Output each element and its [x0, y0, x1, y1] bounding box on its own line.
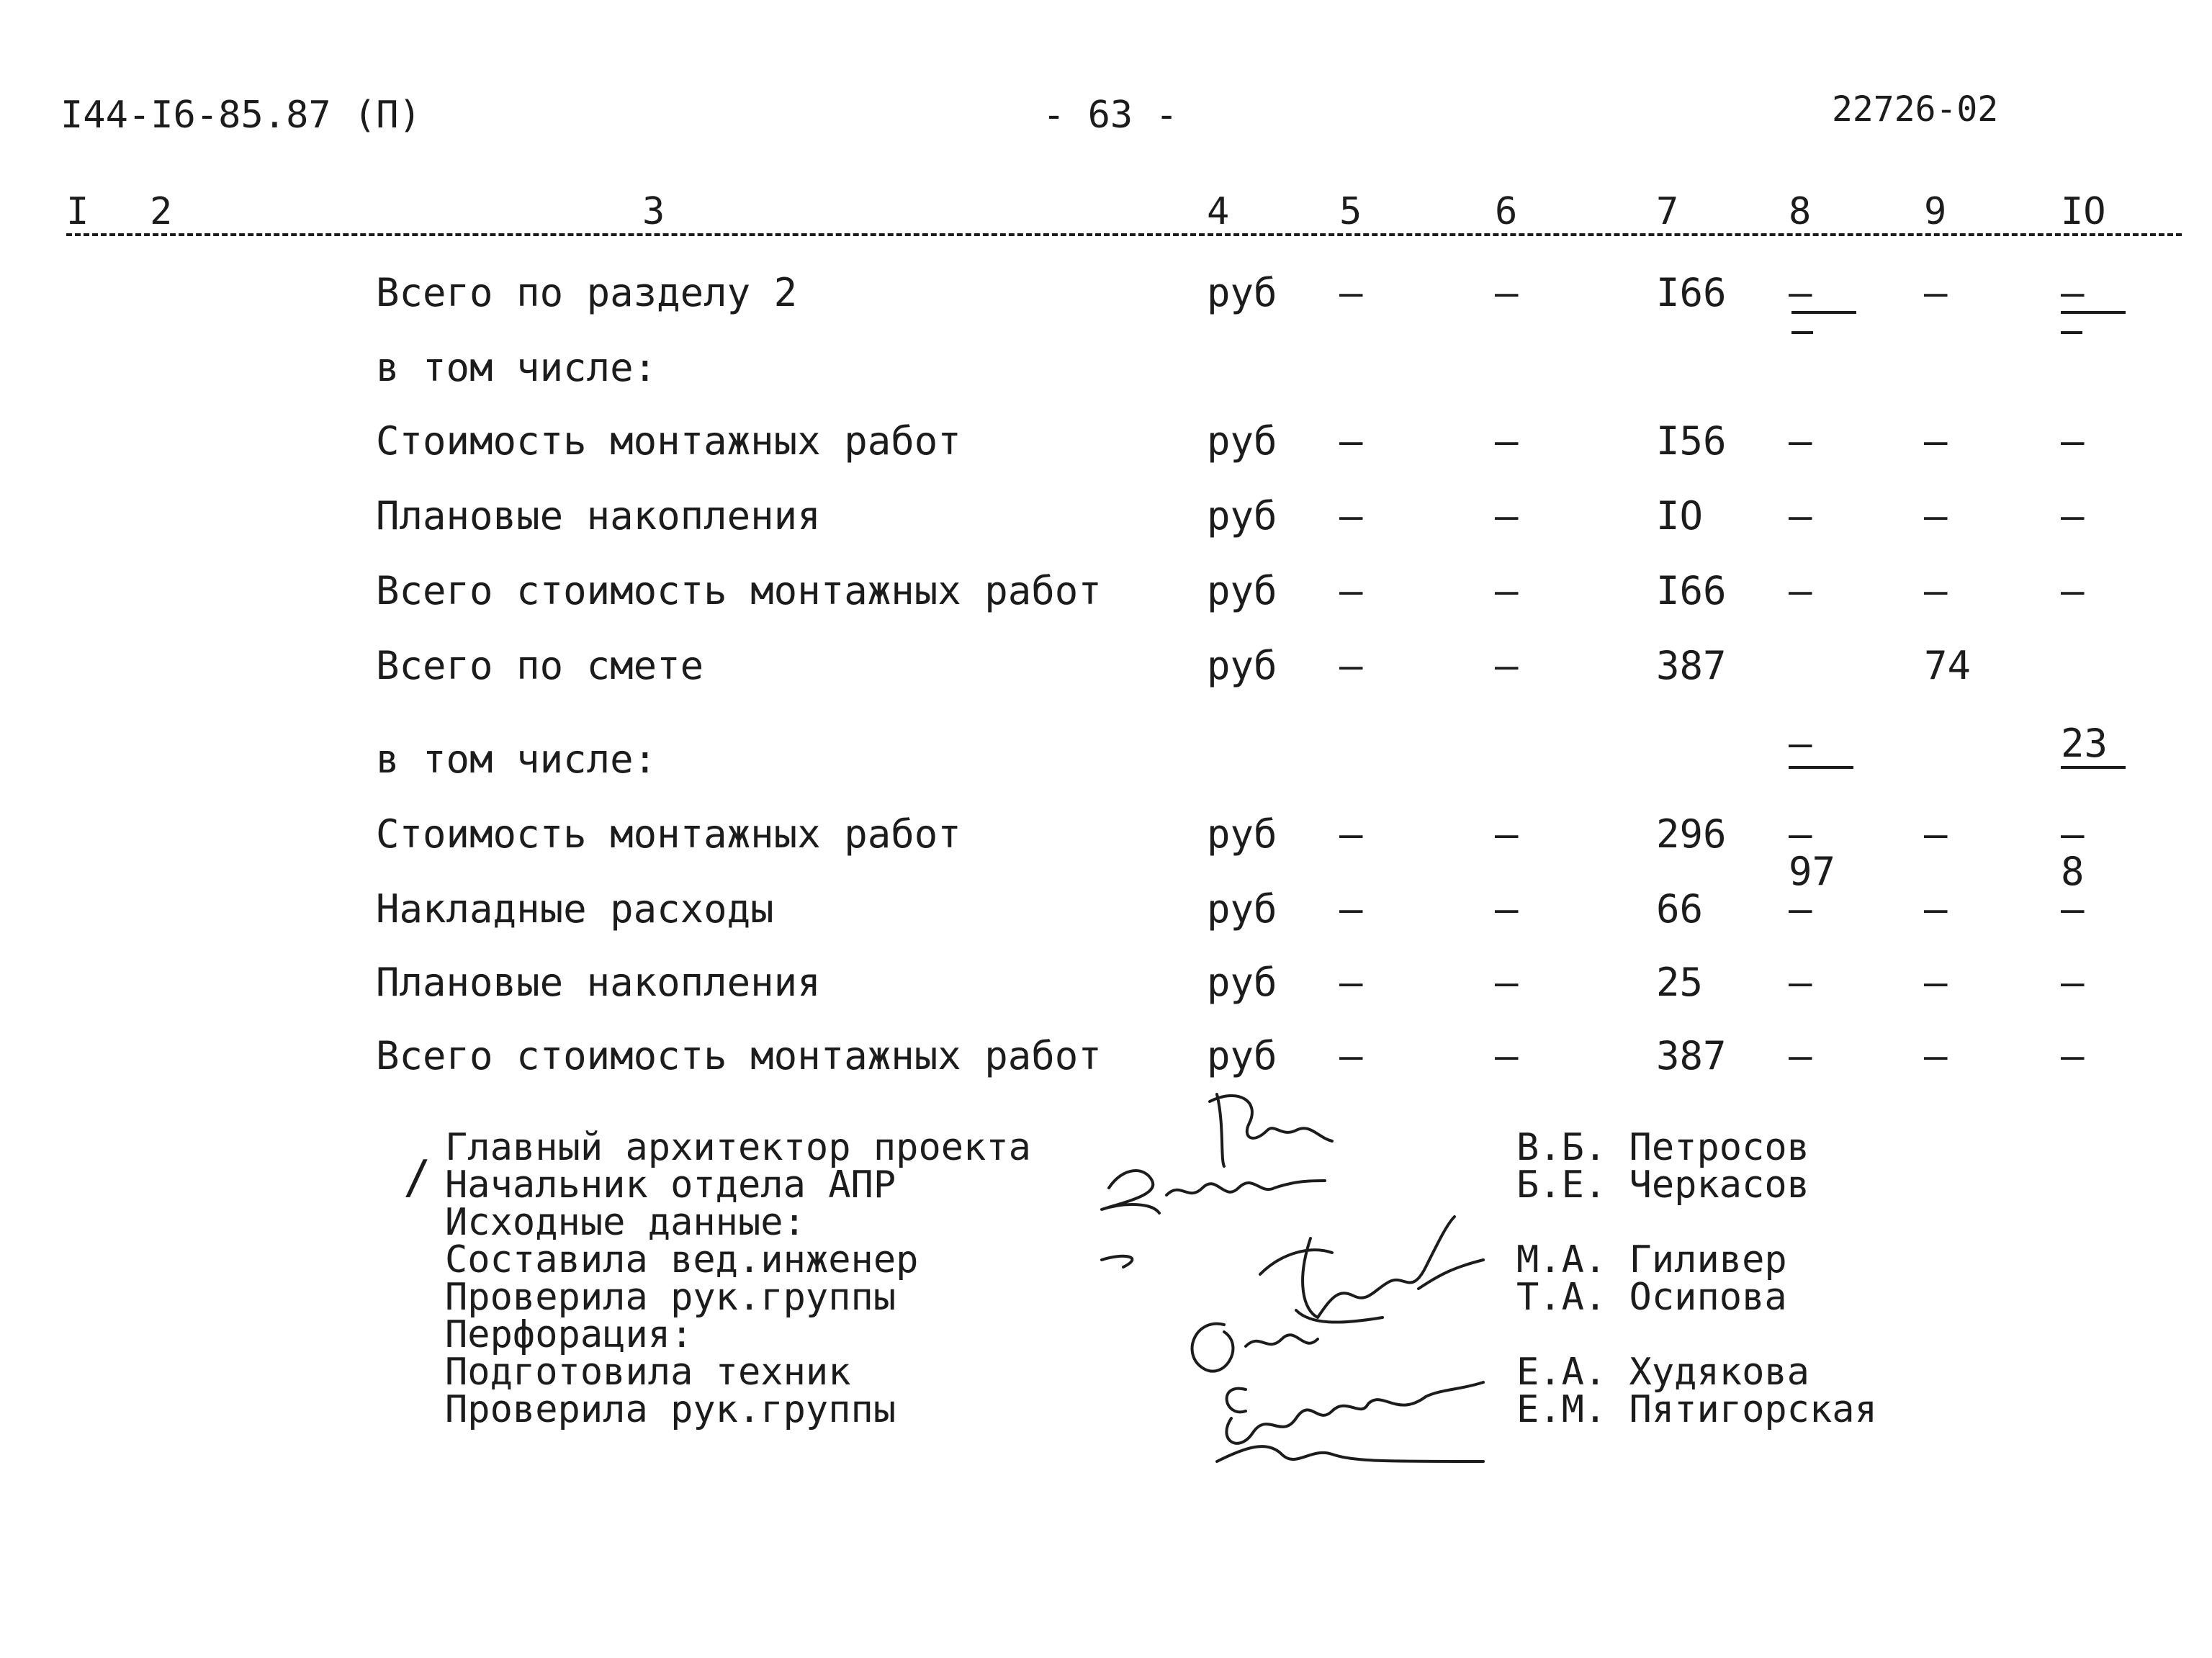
row-cell: –	[1339, 568, 1363, 613]
row-cell: –	[2061, 418, 2085, 464]
fraction-line	[2061, 331, 2082, 334]
signature-name: Е.М. Пятигорская	[1516, 1388, 1877, 1431]
row-cell: –	[2061, 960, 2085, 1005]
row-cell: I66	[1656, 568, 1727, 613]
row-cell: –	[1339, 1033, 1363, 1078]
row-cell: I66	[1656, 270, 1727, 315]
row-cell: –	[1789, 418, 1812, 464]
row-cell: –	[1924, 1033, 1948, 1078]
check-mark: /	[403, 1151, 431, 1204]
signature-role: Перфорация:	[445, 1313, 693, 1356]
row-cell: I56	[1656, 418, 1727, 464]
row-label: Стоимость монтажных работ	[376, 418, 961, 464]
signature-role: Главный архитектор проекта	[445, 1126, 1031, 1169]
row-cell: –	[1924, 418, 1948, 464]
row-unit: руб	[1207, 811, 1277, 857]
row-cell: –	[1924, 568, 1948, 613]
row-cell: –	[1789, 1033, 1812, 1078]
signature-role: Исходные данные:	[445, 1201, 806, 1244]
row-cell: –	[1495, 1033, 1519, 1078]
fraction-numerator: 23	[2061, 724, 2126, 769]
fraction-denominator: 97	[1789, 849, 1836, 894]
row-label: Стоимость монтажных работ	[376, 811, 961, 857]
column-number: 9	[1924, 190, 1947, 233]
row-unit: руб	[1207, 568, 1277, 613]
signature-role: Проверила рук.группы	[445, 1276, 896, 1319]
row-cell: –	[1789, 270, 1812, 315]
row-cell: 296	[1656, 811, 1727, 857]
row-cell: –	[1924, 811, 1948, 857]
column-number: 5	[1339, 190, 1362, 233]
row-cell: –	[1339, 960, 1363, 1005]
signature-name: М.А. Гиливер	[1516, 1238, 1787, 1281]
row-cell: –	[1789, 886, 1812, 932]
row-cell: –	[1789, 811, 1812, 857]
row-cell: –	[1924, 493, 1948, 539]
row-cell: –	[1495, 493, 1519, 539]
fraction-numerator: –	[1789, 724, 1853, 769]
row-cell: –	[2061, 493, 2085, 539]
row-cell: –	[1339, 886, 1363, 932]
signature-name: Б.Е. Черкасов	[1516, 1163, 1809, 1207]
row-label: Всего по смете	[376, 643, 704, 688]
row-cell: –	[1339, 270, 1363, 315]
header-divider	[66, 233, 2182, 236]
row-cell: –	[1339, 643, 1363, 688]
column-number: I	[66, 190, 89, 233]
row-cell: –	[1924, 270, 1948, 315]
document-code: I44-I6-85.87 (П)	[60, 94, 421, 137]
row-unit: руб	[1207, 493, 1277, 539]
row-cell: –	[2061, 1033, 2085, 1078]
row-cell: –	[1495, 270, 1519, 315]
row-unit: руб	[1207, 643, 1277, 688]
row-cell: 66	[1656, 886, 1704, 932]
row-label: Накладные расходы	[376, 886, 774, 932]
signature-name: Т.А. Осипова	[1516, 1276, 1787, 1319]
row-cell: 25	[1656, 960, 1704, 1005]
signature-name: В.Б. Петросов	[1516, 1126, 1809, 1169]
row-label: Всего стоимость монтажных работ	[376, 1033, 1102, 1078]
row-cell: –	[1339, 493, 1363, 539]
column-number: 2	[150, 190, 173, 233]
column-number: IO	[2061, 190, 2106, 233]
row-cell: –	[1495, 418, 1519, 464]
row-cell: –	[1495, 811, 1519, 857]
signature-role: Составила вед.инженер	[445, 1238, 919, 1281]
row-cell: –	[1789, 960, 1812, 1005]
row-cell: –	[2061, 270, 2085, 315]
column-number: 4	[1207, 190, 1230, 233]
row-cell: IO	[1656, 493, 1704, 539]
row-cell: 387	[1656, 1033, 1727, 1078]
signature-name: Е.А. Худякова	[1516, 1351, 1809, 1394]
column-number: 8	[1789, 190, 1812, 233]
row-label: в том числе:	[376, 345, 657, 390]
archive-number: 22726-02	[1832, 89, 1999, 130]
row-label: Всего по разделу 2	[376, 270, 798, 315]
row-cell: 74	[1924, 643, 1972, 688]
row-label: Плановые накопления	[376, 493, 821, 539]
row-unit: руб	[1207, 418, 1277, 464]
page-number: - 63 -	[1043, 94, 1178, 137]
signature-role: Подготовила техник	[445, 1351, 851, 1394]
row-unit: руб	[1207, 1033, 1277, 1078]
signature-role: Начальник отдела АПР	[445, 1163, 896, 1207]
fraction-line	[1791, 311, 1856, 314]
row-cell: 387	[1656, 643, 1727, 688]
row-label: в том числе:	[376, 736, 657, 782]
row-cell: –	[1495, 568, 1519, 613]
row-unit: руб	[1207, 960, 1277, 1005]
row-cell: –	[1339, 418, 1363, 464]
handwritten-signature-icon	[1080, 1080, 1527, 1483]
row-cell: –	[1924, 960, 1948, 1005]
column-number: 3	[642, 190, 665, 233]
row-cell: –	[1789, 493, 1812, 539]
row-cell: –	[1924, 886, 1948, 932]
row-unit: руб	[1207, 270, 1277, 315]
row-cell: –	[1495, 960, 1519, 1005]
fraction-denominator: 8	[2061, 849, 2085, 894]
column-number: 7	[1656, 190, 1679, 233]
row-cell: –	[1495, 886, 1519, 932]
row-label: Всего стоимость монтажных работ	[376, 568, 1102, 613]
fraction-line	[2061, 311, 2126, 314]
row-cell: –	[1789, 568, 1812, 613]
fraction-line	[1791, 331, 1813, 334]
signature-role: Проверила рук.группы	[445, 1388, 896, 1431]
column-number: 6	[1495, 190, 1518, 233]
row-cell: –	[2061, 811, 2085, 857]
row-label: Плановые накопления	[376, 960, 821, 1005]
row-cell: –	[2061, 568, 2085, 613]
row-cell: –	[1339, 811, 1363, 857]
row-cell: –	[1495, 643, 1519, 688]
row-cell: –	[2061, 886, 2085, 932]
row-unit: руб	[1207, 886, 1277, 932]
